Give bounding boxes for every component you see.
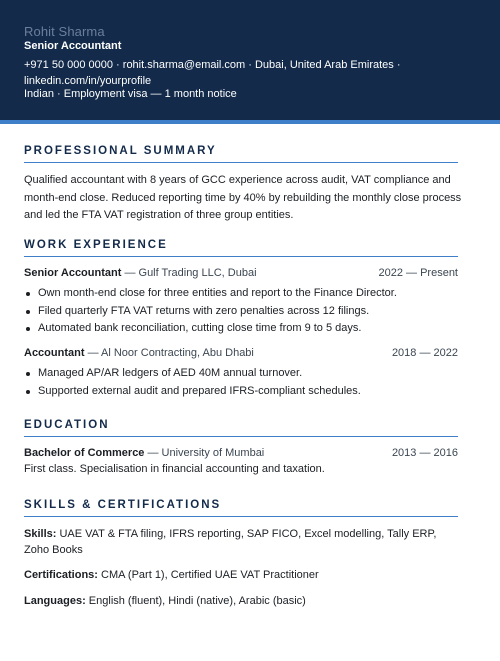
languages-line [24, 593, 456, 609]
section-title-skills: SKILLS & CERTIFICATIONS [24, 499, 458, 517]
bullet-icon [26, 327, 30, 331]
candidate-role: Senior Accountant [24, 40, 122, 52]
bullet-text: Filed quarterly FTA VAT returns with zero penalties across 12 filings. [38, 304, 370, 317]
languages-label: Languages: [24, 595, 86, 607]
section-title-summary: PROFESSIONAL SUMMARY [24, 145, 458, 163]
certifications-label: Certifications: [24, 569, 98, 581]
bullet-item [26, 365, 456, 383]
bullet-icon [26, 310, 30, 314]
skills-label: Skills: [24, 528, 57, 540]
bullet-icon [26, 372, 30, 376]
skills-value: UAE VAT & FTA filing, IFRS reporting, SAP FICO, Excel modelling, Tally ERP, Zoho Books [24, 528, 437, 556]
bullet-item [26, 320, 456, 338]
contact-line: +971 50 000 0000 · rohit.sharma@email.com · Dubai, United Arab Emirates · linkedin.com/in/yourprofile [24, 59, 401, 87]
candidate-name: Rohit Sharma [24, 24, 105, 39]
job-role: Accountant [24, 347, 85, 359]
bullet-icon [26, 390, 30, 394]
bullet-item [26, 285, 456, 303]
bullet-text: Own month-end close for three entities and report to the Finance Director. [38, 287, 397, 299]
job-dates: 2022 — Present [378, 267, 458, 279]
job-heading [24, 347, 458, 363]
certifications-value: CMA (Part 1), Certified UAE VAT Practitioner [101, 569, 319, 581]
job-heading [24, 267, 458, 283]
job-organization: — Gulf Trading LLC, Dubai [124, 267, 257, 279]
bullet-text: Managed AP/AR ledgers of AED 40M annual turnover. [38, 367, 303, 379]
school-name: — University of Mumbai [147, 447, 265, 459]
job-dates: 2018 — 2022 [391, 347, 458, 359]
job-organization: — Al Noor Contracting, Abu Dhabi [87, 347, 254, 359]
bullet-item [26, 383, 456, 401]
bullet-icon [26, 292, 30, 296]
section-title-education: EDUCATION [24, 419, 458, 437]
education-note: First class. Specialisation in financial accounting and taxation. [24, 463, 325, 475]
bullet-text: Supported external audit and prepared IFRS-compliant schedules. [38, 384, 361, 397]
job-bullets [26, 285, 456, 338]
job-role: Senior Accountant [24, 267, 122, 279]
bullet-text: Automated bank reconciliation, cutting close time from 9 to 5 days. [38, 322, 362, 334]
visa-status: Indian · Employment visa — 1 month notice [24, 88, 237, 100]
summary-text: Qualified accountant with 8 years of GCC experience across audit, VAT compliance and month-end close. Reduced reporting time by 40% by rebuilding the monthly close process and led the FTA VAT registration of three group entities. [24, 174, 462, 221]
resume-header [0, 0, 500, 120]
education-dates: 2013 — 2016 [391, 447, 458, 459]
section-title-experience: WORK EXPERIENCE [24, 239, 458, 257]
job-bullets [26, 365, 456, 400]
skills-line [24, 526, 456, 558]
languages-value: English (fluent), Hindi (native), Arabic (basic) [88, 595, 306, 607]
bullet-item [26, 303, 456, 321]
header-accent-rule [0, 120, 500, 124]
certifications-line [24, 567, 456, 583]
degree-name: Bachelor of Commerce [24, 447, 145, 459]
